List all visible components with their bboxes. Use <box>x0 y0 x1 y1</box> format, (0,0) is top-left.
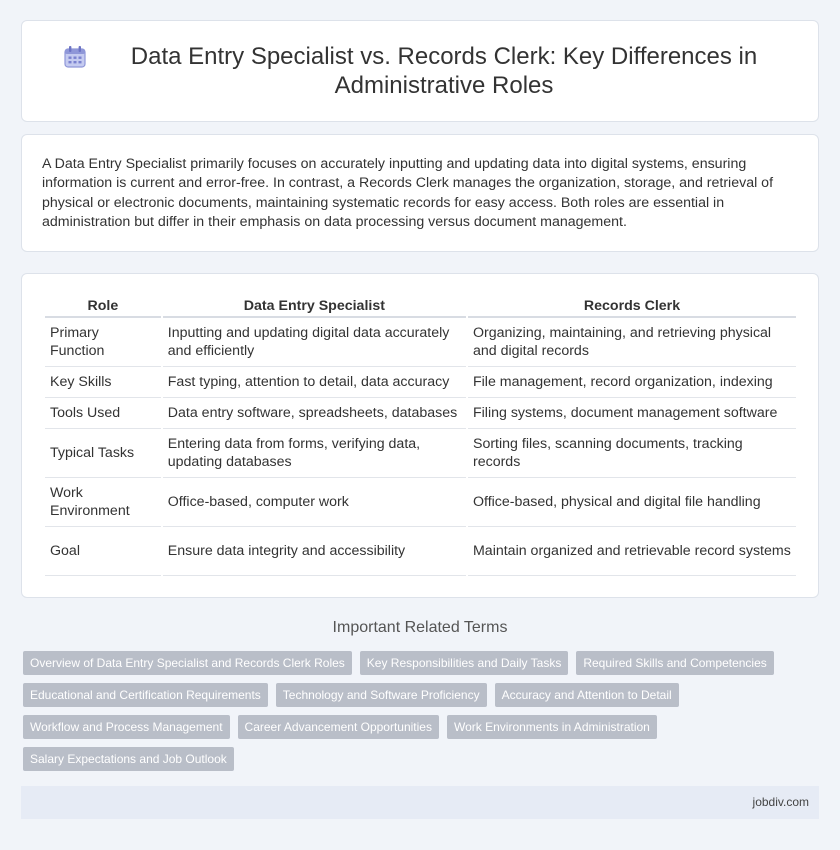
row-label: Typical Tasks <box>45 429 161 478</box>
table-row <box>45 429 796 478</box>
header-card <box>21 20 819 122</box>
table-row <box>45 318 796 367</box>
table-header-row <box>45 296 796 318</box>
header-records-clerk: Records Clerk <box>468 296 796 318</box>
related-term-tag[interactable]: Work Environments in Administration <box>447 715 657 739</box>
table-cell: Ensure data integrity and accessibility <box>163 527 466 576</box>
related-term-tag[interactable]: Accuracy and Attention to Detail <box>495 683 679 707</box>
related-terms-tags <box>23 651 783 771</box>
related-term-tag[interactable]: Workflow and Process Management <box>23 715 230 739</box>
comparison-table <box>43 296 798 576</box>
row-label: Work Environment <box>45 478 161 527</box>
table-row <box>45 398 796 429</box>
calendar-icon <box>62 44 88 70</box>
page-title: Data Entry Specialist vs. Records Clerk: Key Differences in Administrative Roles <box>130 43 758 99</box>
table-cell: Data entry software, spreadsheets, databases <box>163 398 466 429</box>
related-term-tag[interactable]: Key Responsibilities and Daily Tasks <box>360 651 569 675</box>
table-row <box>45 367 796 398</box>
related-term-tag[interactable]: Technology and Software Proficiency <box>276 683 487 707</box>
intro-card <box>21 134 819 252</box>
comparison-card <box>21 273 819 598</box>
table-row <box>45 527 796 576</box>
related-term-tag[interactable]: Educational and Certification Requirements <box>23 683 268 707</box>
related-terms-title: Important Related Terms <box>332 619 508 636</box>
footer-site-link[interactable]: jobdiv.com <box>752 795 809 809</box>
row-label: Key Skills <box>45 367 161 398</box>
table-cell: Sorting files, scanning documents, tracking records <box>468 429 796 478</box>
table-cell: Fast typing, attention to detail, data accuracy <box>163 367 466 398</box>
table-cell: Office-based, computer work <box>163 478 466 527</box>
related-term-tag[interactable]: Salary Expectations and Job Outlook <box>23 747 234 771</box>
row-label: Primary Function <box>45 318 161 367</box>
related-term-tag[interactable]: Career Advancement Opportunities <box>238 715 439 739</box>
row-label: Tools Used <box>45 398 161 429</box>
header-role: Role <box>45 296 161 318</box>
table-cell: Inputting and updating digital data accurately and efficiently <box>163 318 466 367</box>
table-cell: Filing systems, document management software <box>468 398 796 429</box>
table-cell: Entering data from forms, verifying data, updating databases <box>163 429 466 478</box>
footer <box>21 786 819 819</box>
table-cell: File management, record organization, indexing <box>468 367 796 398</box>
table-cell: Organizing, maintaining, and retrieving physical and digital records <box>468 318 796 367</box>
table-cell: Office-based, physical and digital file handling <box>468 478 796 527</box>
row-label: Goal <box>45 527 161 576</box>
related-term-tag[interactable]: Required Skills and Competencies <box>576 651 773 675</box>
table-cell: Maintain organized and retrievable record systems <box>468 527 796 576</box>
intro-paragraph: A Data Entry Specialist primarily focuses on accurately inputting and updating data into digital systems, ensuring information is current and error-free. In contrast, a Records Clerk manages the organization, storage, and retrieval of physical or electronic documents, maintaining systematic records for easy access. Both roles are essential in administration but differ in their emphasis on data processing versus document management. <box>42 156 774 231</box>
table-row <box>45 478 796 527</box>
related-term-tag[interactable]: Overview of Data Entry Specialist and Records Clerk Roles <box>23 651 352 675</box>
header-data-entry-specialist: Data Entry Specialist <box>163 296 466 318</box>
